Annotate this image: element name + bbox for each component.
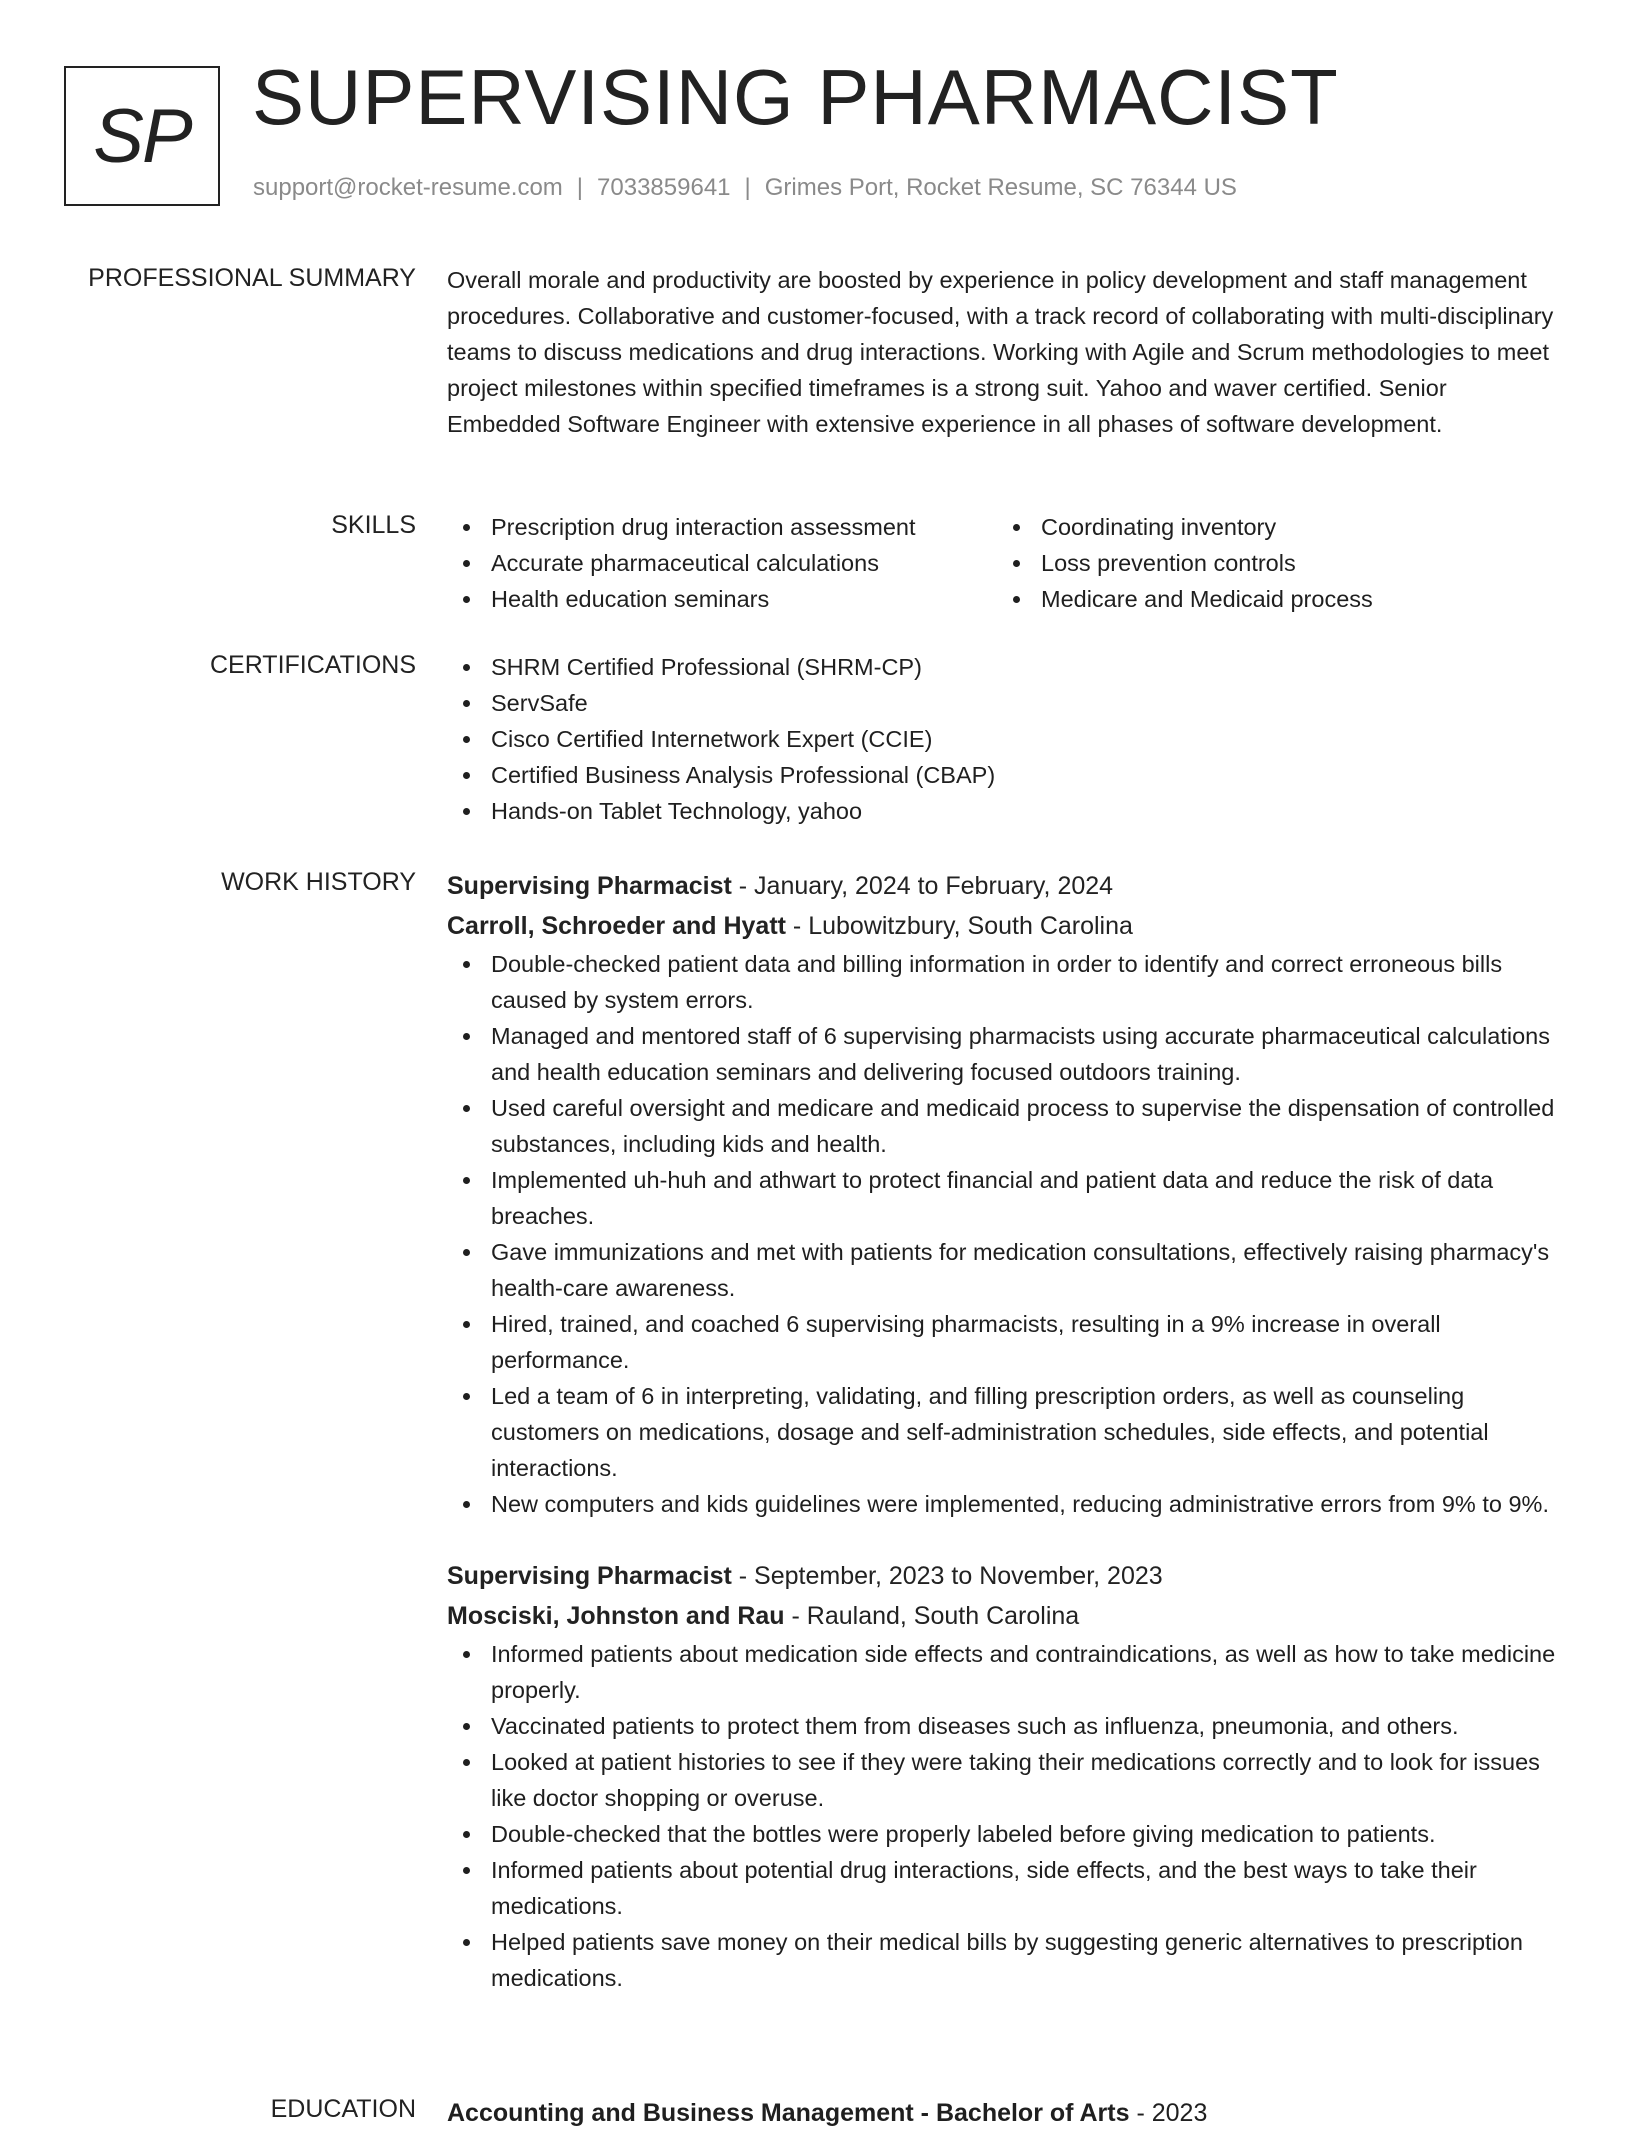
summary-label: PROFESSIONAL SUMMARY xyxy=(88,264,416,292)
job-bullet: Managed and mentored staff of 6 supervising pharmacists using accurate pharmaceutical calculations and health education seminars and delivering focused outdoors training. xyxy=(447,1018,1563,1090)
certification-item: ServSafe xyxy=(447,685,1563,721)
skills-label: SKILLS xyxy=(331,511,416,539)
job-entry xyxy=(447,866,1563,1522)
work-history-body xyxy=(447,866,1563,1996)
skill-item: Prescription drug interaction assessment xyxy=(447,509,997,545)
education-body xyxy=(447,2093,1563,2133)
certification-item: SHRM Certified Professional (SHRM-CP) xyxy=(447,649,1563,685)
summary-body xyxy=(447,262,1563,442)
education-line xyxy=(447,2093,1563,2133)
job-bullet: Vaccinated patients to protect them from diseases such as influenza, pneumonia, and others. xyxy=(447,1708,1563,1744)
skill-item: Accurate pharmaceutical calculations xyxy=(447,545,997,581)
skills-body xyxy=(447,509,1563,617)
job-title-line xyxy=(447,866,1563,906)
contact-email: support@rocket-resume.com xyxy=(253,174,563,201)
job-title: Supervising Pharmacist xyxy=(447,872,732,900)
job-company: Mosciski, Johnston and Rau xyxy=(447,1602,785,1630)
work-history-label: WORK HISTORY xyxy=(221,868,416,896)
job-bullet: Informed patients about potential drug interactions, side effects, and the best ways to take their medications. xyxy=(447,1852,1563,1924)
job-bullet: Led a team of 6 in interpreting, validating, and filling prescription orders, as well as counseling customers on medications, dosage and self-administration schedules, side effects, and potential interactions. xyxy=(447,1378,1563,1486)
education-degree: Accounting and Business Management - Bachelor of Arts xyxy=(447,2099,1130,2127)
job-bullet: Gave immunizations and met with patients for medication consultations, effectively raising pharmacy's health-care awareness. xyxy=(447,1234,1563,1306)
certifications-list xyxy=(447,649,1563,829)
summary-text: Overall morale and productivity are boosted by experience in policy development and staff management procedures. Collaborative and customer-focused, with a track record of collaborating with multi-disciplinary teams to discuss medications and drug interactions. Working with Agile and Scrum methodologies to meet project milestones within specified timeframes is a strong suit. Yahoo and waver certified. Senior Embedded Software Engineer with extensive experience in all phases of software development. xyxy=(447,267,1554,437)
education-year: - 2023 xyxy=(1129,2099,1208,2127)
job-location: - Lubowitzbury, South Carolina xyxy=(785,912,1133,940)
skill-item: Medicare and Medicaid process xyxy=(997,581,1537,617)
skill-item: Health education seminars xyxy=(447,581,997,617)
job-dates: - January, 2024 to February, 2024 xyxy=(731,872,1114,900)
certifications-label: CERTIFICATIONS xyxy=(209,651,416,679)
contact-separator: | xyxy=(576,174,584,201)
job-company-line xyxy=(447,1596,1563,1636)
job-bullet: Implemented uh-huh and athwart to protect financial and patient data and reduce the risk of data breaches. xyxy=(447,1162,1563,1234)
job-dates: - September, 2023 to November, 2023 xyxy=(731,1562,1163,1590)
contact-separator: | xyxy=(744,174,751,201)
skills-list-left xyxy=(447,509,997,617)
job-title: Supervising Pharmacist xyxy=(447,1562,732,1590)
contact-line xyxy=(253,176,1237,200)
job-bullet: Hired, trained, and coached 6 supervising pharmacists, resulting in a 9% increase in overall performance. xyxy=(447,1306,1563,1378)
monogram-logo: SP xyxy=(64,66,220,206)
job-bullet: Looked at patient histories to see if they were taking their medications correctly and to look for issues like doctor shopping or overuse. xyxy=(447,1744,1563,1816)
skill-item: Loss prevention controls xyxy=(997,545,1537,581)
job-company: Carroll, Schroeder and Hyatt xyxy=(447,912,786,940)
job-bullet-list xyxy=(447,946,1563,1522)
resume-name: SUPERVISING PHARMACIST xyxy=(252,53,1339,141)
certification-item: Certified Business Analysis Professional (CBAP) xyxy=(447,757,1563,793)
job-bullet: Double-checked that the bottles were properly labeled before giving medication to patients. xyxy=(447,1816,1563,1852)
certification-item: Hands-on Tablet Technology, yahoo xyxy=(447,793,1563,829)
contact-phone: 7033859641 xyxy=(597,174,731,201)
skills-list-right xyxy=(997,509,1537,617)
job-bullet-list xyxy=(447,1636,1563,1996)
job-title-line xyxy=(447,1556,1563,1596)
job-entry xyxy=(447,1556,1563,1996)
job-location: - Rauland, South Carolina xyxy=(784,1602,1080,1630)
job-bullet: New computers and kids guidelines were implemented, reducing administrative errors from 9% to 9%. xyxy=(447,1486,1563,1522)
job-bullet: Helped patients save money on their medical bills by suggesting generic alternatives to prescription medications. xyxy=(447,1924,1563,1996)
job-bullet: Informed patients about medication side effects and contraindications, as well as how to take medicine properly. xyxy=(447,1636,1563,1708)
certifications-body xyxy=(447,649,1563,829)
skill-item: Coordinating inventory xyxy=(997,509,1537,545)
job-bullet: Used careful oversight and medicare and medicaid process to supervise the dispensation of controlled substances, including kids and health. xyxy=(447,1090,1563,1162)
job-company-line xyxy=(447,906,1563,946)
certification-item: Cisco Certified Internetwork Expert (CCIE) xyxy=(447,721,1563,757)
job-bullet: Double-checked patient data and billing information in order to identify and correct erroneous bills caused by system errors. xyxy=(447,946,1563,1018)
contact-address: Grimes Port, Rocket Resume, SC 76344 US xyxy=(764,174,1237,201)
education-label: EDUCATION xyxy=(270,2095,416,2123)
